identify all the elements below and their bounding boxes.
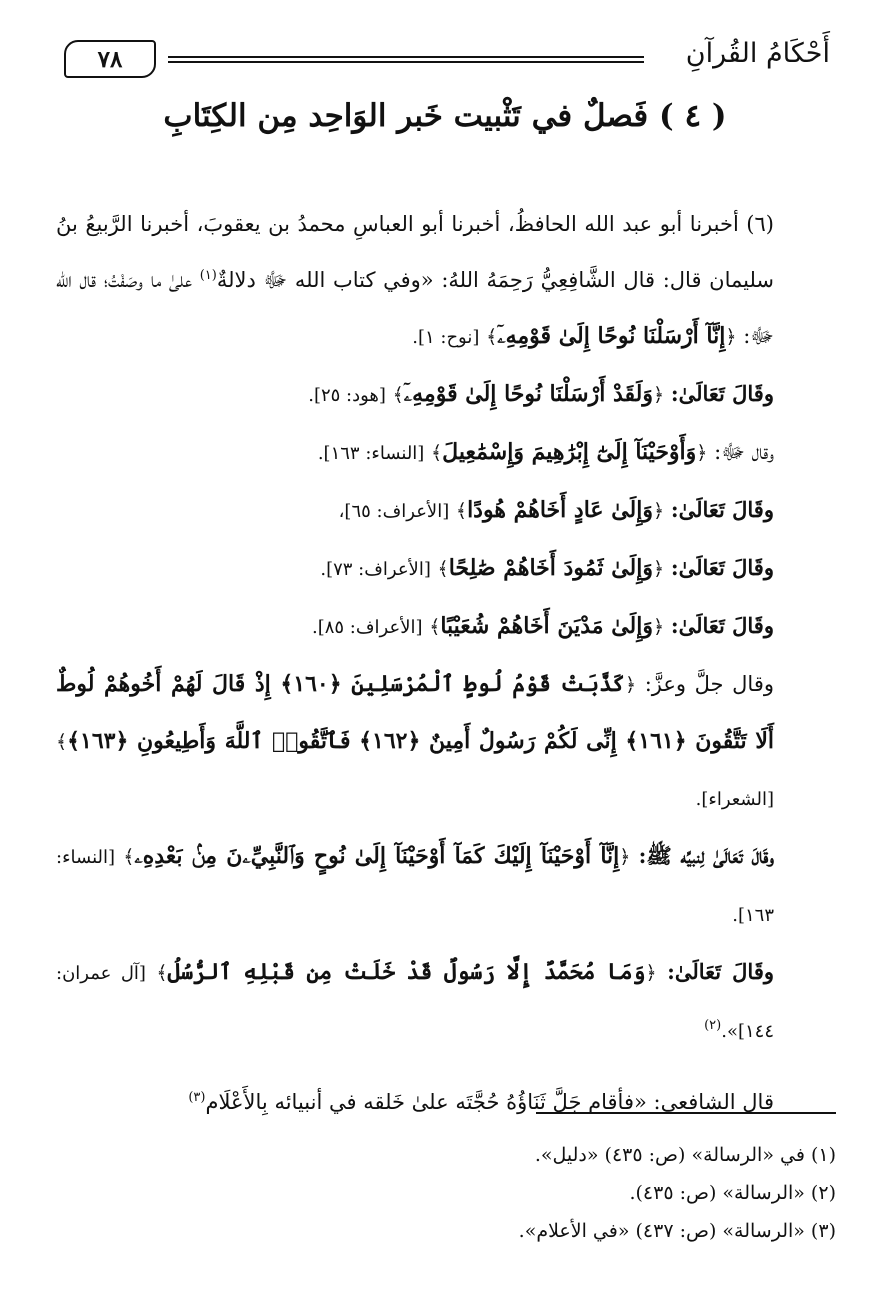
verse-9: وَمَا مُحَمَّدٌ إِلَّا رَسُولٌ قَدْ خَلَتْ مِن قَبْلِهِ ٱلرُّسُلُ [167,959,646,985]
verse-intro: وقَالَ تَعَالَىٰ: [670,613,774,638]
paragraph-verse-9 [56,944,832,1060]
running-header [60,36,830,80]
verse-intro: وقال ﷻ: [714,440,774,464]
citation-6: [الأعراف: ٨٥]. [311,617,423,638]
quran-bracket-close-icon: ﴾ [123,846,135,868]
page-number-badge [64,40,156,78]
verse-8: إِنَّآ أَوْحَيْنَآ إِلَيْكَ كَمَآ أَوْحَيْنَآ إِلَىٰ نُوحٍ وَٱلنَّبِيِّۦنَ مِنۢ بَعْدِهِۦ [134,843,620,869]
paragraph-verse-2 [56,366,832,424]
header-double-rule [168,56,644,63]
quran-bracket-close-icon: ﴾ [486,326,498,348]
quran-bracket-close-icon: ﴾ [56,731,68,753]
citation-9: [آل عمران: ١٤٤]». [56,963,774,1042]
paragraph-verse-7 [56,656,832,828]
section-title: ( ٤ ) فَصلٌ في تَثْبيت خَبر الوَاحِد مِن الكِتَابِ [163,98,727,134]
isnad-text: (٦) أخبرنا أبو عبد الله الحافظُ، أخبرنا أبو العباسِ محمدُ بن يعقوبَ، أخبرنا الرَّبيعُ بنُ سليمان قال: قال الشَّافِعِيُّ رَحِمَهُ اللهُ: «وفي كتاب الله ﷻ دلالةٌ [56,212,774,292]
verse-intro: وقَالَ تَعَالَىٰ: [670,497,774,522]
quran-bracket-open-icon: ﴿ [725,326,737,348]
paragraph-verse-3 [56,424,832,482]
quran-bracket-close-icon: ﴾ [429,616,441,638]
verse-3: وَأَوْحَيْنَآ إِلَىٰٓ إِبْرَٰهِيمَ وَإِسْمَٰعِيلَ [442,439,697,465]
quran-bracket-close-icon: ﴾ [431,442,443,464]
paragraph-isnad [56,196,832,366]
verse-1: إِنَّآ أَرْسَلْنَا نُوحًا إِلَىٰ قَوْمِهِۦٓ [497,323,726,349]
footnotes [60,1136,836,1250]
quran-bracket-close-icon: ﴾ [392,384,404,406]
paragraph-verse-8 [56,828,832,944]
quran-bracket-open-icon: ﴿ [652,616,665,638]
footnote-separator [536,1112,836,1114]
footnote-ref-1: (١) [199,268,217,283]
footnote-1: (١) في «الرسالة» (ص: ٤٣٥) «دليل». [534,1144,836,1166]
citation-5: [الأعراف: ٧٣]. [320,559,431,580]
footnote-2: (٢) «الرسالة» (ص: ٤٣٥). [629,1182,836,1204]
quran-bracket-open-icon: ﴿ [645,962,657,984]
book-title: أَحْكَامُ القُرآنِ [685,38,830,69]
paragraph-verse-6 [56,598,832,656]
paragraph-verse-4 [56,482,832,540]
verse-2: وَلَقَدْ أَرْسَلْنَا نُوحًا إِلَىٰ قَوْمِهِۦٓ [403,381,653,407]
citation-4: [الأعراف: ٦٥]، [338,501,450,522]
verse-4: وَإِلَىٰ عَادٍ أَخَاهُمْ هُودًا [467,497,653,523]
footnote-ref-3: (٣) [188,1090,206,1105]
verse-intro: وقَالَ تَعَالَىٰ: [670,381,774,406]
verse-6: وَإِلَىٰ مَدْيَنَ أَخَاهُمْ شُعَيْبًا [440,613,653,639]
quran-bracket-open-icon: ﴿ [652,500,665,522]
verse-7: كَذَّبَتْ قَوْمُ لُوطٍ ٱلْمُرْسَلِينَ ﴿١٦٠﴾ إِذْ قَالَ لَهُمْ أَخُوهُمْ لُوطٌ أَلَا تَتَّقُونَ ﴿١٦١﴾ إِنِّى لَكُمْ رَسُولٌ أَمِينٌ ﴿١٦٢﴾ فَٱتَّقُوا۟ ٱللَّهَ وَأَطِيعُونِ ﴿١٦٣﴾ [56,671,774,754]
verse-5: وَإِلَىٰ ثَمُودَ أَخَاهُمْ صَٰلِحًا [448,555,653,581]
quran-bracket-open-icon: ﴿ [652,558,665,580]
footnote-3: (٣) «الرسالة» (ص: ٤٣٧) «في الأعلام». [518,1220,836,1242]
quran-bracket-open-icon: ﴿ [619,846,631,868]
verse-intro: وقَالَ تَعَالَىٰ: [667,959,775,984]
body-text [56,196,832,1130]
quran-bracket-close-icon: ﴾ [156,962,168,984]
verse-intro: وقَالَ تَعَالَىٰ لِنبيِّه ﷺ: [638,843,774,868]
quran-bracket-open-icon: ﴿ [696,442,708,464]
citation-7: [الشعراء]. [695,789,774,810]
page-number: ٧٨ [97,45,123,73]
shafii-statement: قال الشافعي: «فأقام جَلَّ ثَنَاؤُهُ حُجَّتَه علىٰ خَلقه في أنبيائه بِالأَعْلَام [205,1090,774,1114]
verse-intro: وقَالَ تَعَالَىٰ: [670,555,774,580]
quran-bracket-close-icon: ﴾ [437,558,449,580]
footnote-ref-2: (٢) [704,1018,722,1033]
isnad-text-end: علىٰ ما وصَفْتُ؛ قال الله ﷻ: [56,268,774,348]
citation-8: [النساء: ١٦٣]. [56,847,774,926]
paragraph-verse-5 [56,540,832,598]
paragraph-shafii-statement [56,1074,832,1130]
quran-bracket-open-icon: ﴿ [652,384,665,406]
quran-bracket-close-icon: ﴾ [455,500,468,522]
citation-2: [هود: ٢٥]. [308,385,386,406]
citation-3: [النساء: ١٦٣]. [317,443,425,464]
quran-bracket-open-icon: ﴿ [624,674,637,696]
citation-1: [نوح: ١]. [412,327,480,348]
verse-intro: وقال جلَّ وعزَّ: [644,672,774,696]
